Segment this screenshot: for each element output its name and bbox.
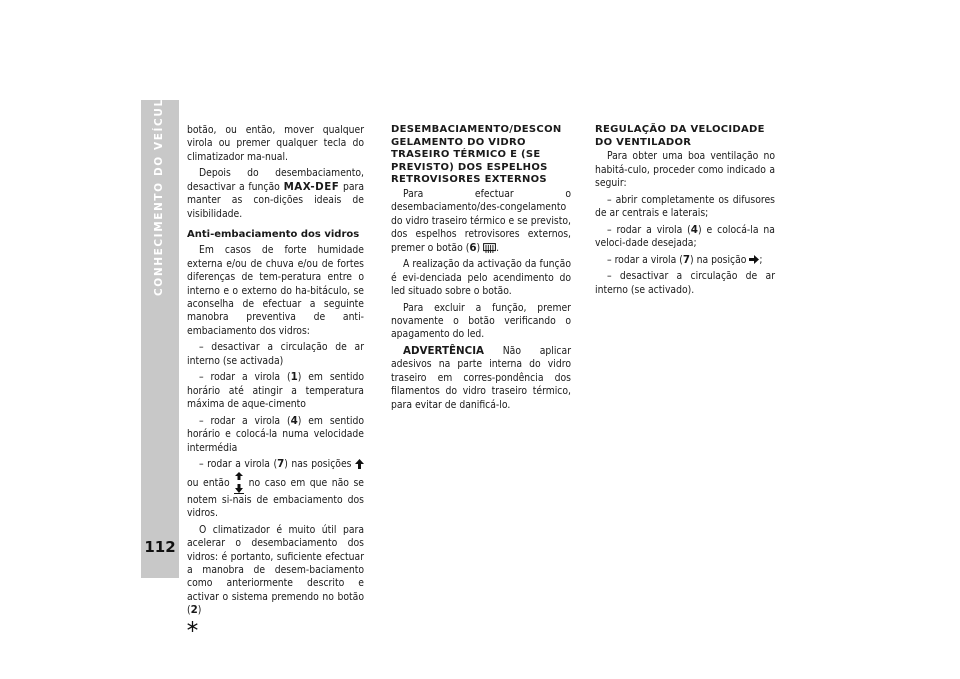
paragraph: Para excluir a função, premer novamente o botão verificando o apagamento do led.: [391, 301, 571, 341]
text: – rodar a virola (: [199, 414, 291, 427]
ref-number: 4: [290, 414, 298, 427]
text: para manter as con-dições ideais de visibilidade.: [187, 180, 365, 220]
text: ): [197, 604, 202, 617]
max-def-label: MAX-DEF: [283, 180, 340, 193]
paragraph: – desactivar a circulação de ar interno (se activado).: [595, 270, 775, 296]
text: ) e colocá-la na veloci-dade desejada;: [595, 223, 775, 249]
section-title: CONHECIMENTO DO VEÍCULO: [153, 88, 165, 296]
paragraph: [187, 167, 364, 221]
text: – rodar a virola (: [607, 253, 683, 266]
column-left: [187, 124, 364, 634]
subheading-anti-fog: Anti-embaciamento dos vidros: [187, 229, 360, 241]
paragraph: [187, 458, 364, 520]
text: ou então: [187, 476, 235, 489]
icon-row: [187, 621, 364, 634]
paragraph: [595, 254, 775, 267]
ref-number: 2: [190, 604, 198, 617]
text: O climatizador é muito útil para acelerar o desembaciamento dos vidros: é portanto, suficiente efectuar a manobra de desem-baciamento como anteriormente descrito e activar o sistema premendo no botão (: [187, 523, 364, 617]
page-number: 112: [144, 538, 176, 556]
text: ) na posição: [690, 253, 750, 266]
ref-number: 1: [290, 371, 298, 384]
text: Depois do desembaciamento, desactivar a função: [187, 167, 364, 193]
column-middle: [391, 124, 571, 415]
paragraph: [391, 188, 571, 255]
ref-number: 4: [690, 223, 698, 236]
text: .: [496, 241, 500, 254]
windscreen-arrow-icon: [355, 459, 364, 469]
text: Para efectuar o desembaciamento/des-congelamento do vidro traseiro térmico e se previsto, dos espelhos retrovisores externos, premer o botão (: [391, 187, 571, 254]
snowflake-icon: [187, 621, 198, 632]
ref-number: 7: [277, 458, 285, 471]
paragraph: [391, 345, 571, 412]
text: – rodar a virola (: [607, 223, 691, 236]
text: no caso em que não se notem si-nais de embaciamento dos vidros.: [187, 476, 365, 520]
ref-number: 6: [469, 241, 477, 254]
heading-rear-window-demist: DESEMBACIAMENTO/DESCON GELAMENTO DO VIDRO TRASEIRO TÉRMICO E (SE PREVISTO) DOS ESPELHOS RETROVISORES EXTERNOS: [391, 124, 562, 186]
text: ;: [759, 253, 763, 266]
text: ) em sentido horário e colocá-la numa velocidade intermédia: [187, 414, 364, 454]
paragraph: – abrir completamente os difusores de ar centrais e laterais;: [595, 193, 775, 219]
paragraph: botão, ou então, mover qualquer virola ou premer qualquer tecla do climatizador ma-nual.: [187, 124, 364, 163]
rear-window-heater-icon: [483, 243, 496, 253]
paragraph: [187, 415, 364, 455]
text: ) nas posições: [284, 458, 355, 471]
paragraph: [187, 371, 364, 411]
text: Não aplicar adesivos na parte interna do vidro traseiro em corres-pondência dos filamentos do vidro traseiro térmico, para evitar de danificá-lo.: [391, 345, 571, 411]
heading-fan-speed: REGULAÇÃO DA VELOCIDADE DO VENTILADOR: [595, 124, 765, 148]
warning-label: ADVERTÊNCIA: [403, 345, 485, 357]
text: ) em sentido horário até atingir a temperatura máxima de aque-cimento: [187, 371, 364, 411]
paragraph: Para obter uma boa ventilação no habitá-culo, proceder como indicado a seguir:: [595, 150, 775, 189]
column-right: [595, 124, 775, 300]
paragraph: [187, 524, 364, 618]
text: – rodar a virola (: [199, 371, 291, 384]
text: ): [476, 241, 484, 254]
text: – rodar a virola (: [199, 458, 278, 471]
ref-number: 7: [682, 253, 691, 266]
paragraph: Em casos de forte humidade externa e/ou de chuva e/ou de fortes diferenças de tem-peratura entre o interno e o externo do ha-bitáculo, se aconselha de efectuar a seguinte manobra preventiva de anti-embaciamento dos vidros:: [187, 244, 364, 337]
face-vent-arrow-icon: [749, 255, 759, 264]
paragraph: [595, 224, 775, 251]
paragraph: A realização da activação da função é evi-denciada pelo acendimento do led situado sobre o botão.: [391, 258, 571, 297]
paragraph: – desactivar a circulação de ar interno (se activada): [187, 341, 364, 367]
windscreen-feet-icon: [234, 472, 244, 494]
